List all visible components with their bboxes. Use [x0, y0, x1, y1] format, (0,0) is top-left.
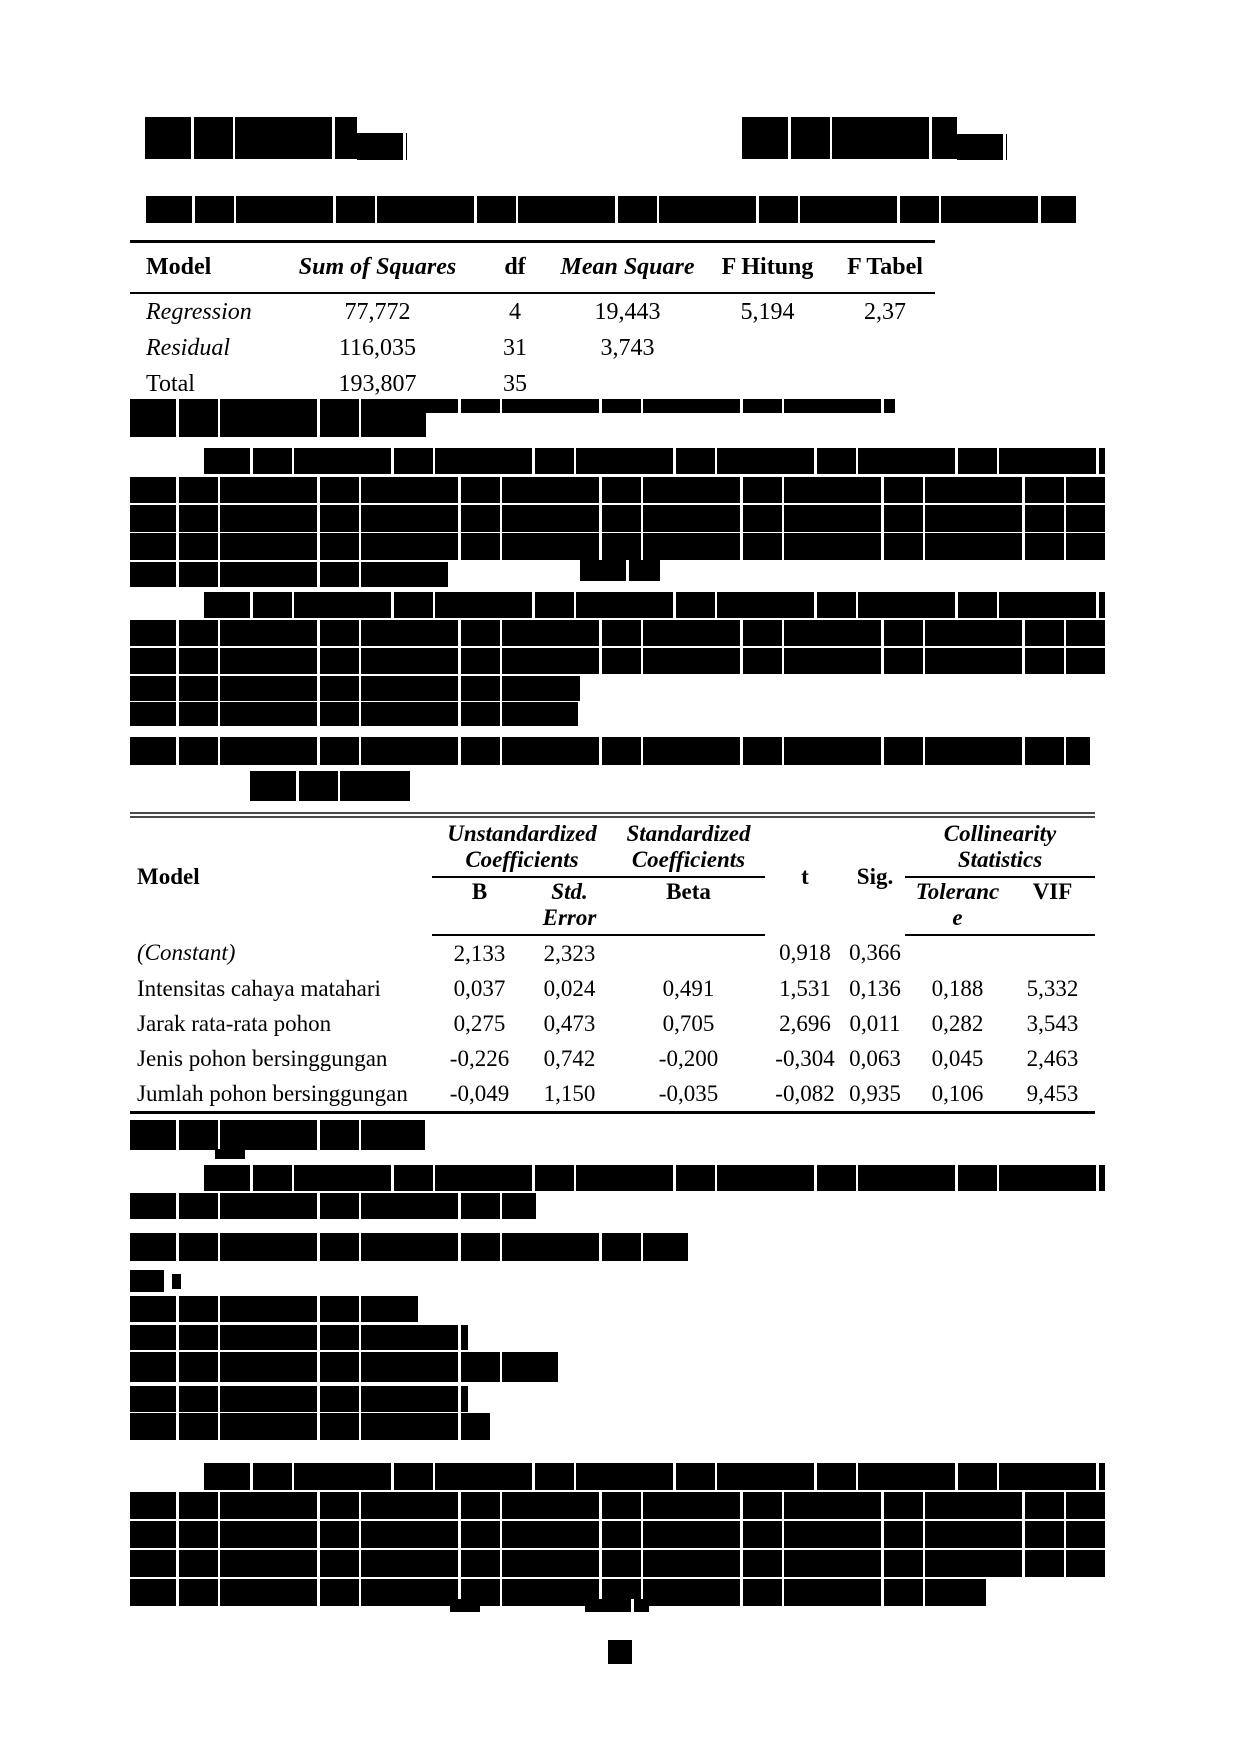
table-cell: -0,226	[449, 1045, 510, 1071]
coef-header-model: Model	[137, 863, 200, 889]
table-cell: 116,035	[338, 334, 417, 361]
table2-source-note-redacted	[130, 1120, 425, 1150]
table-cell: 0,275	[453, 1010, 506, 1036]
table-cell: 0,188	[931, 975, 984, 1001]
table-row	[130, 971, 1095, 1006]
table1-source-note-redacted	[130, 404, 426, 437]
anova-header-f-tabel: F Tabel	[835, 242, 935, 294]
journal-header-left-redacted-2	[357, 133, 407, 160]
paragraph3-line1-redacted	[204, 1463, 1105, 1490]
coef-subheader-tolerance-label: Toleranc e	[915, 879, 1000, 931]
coef-header-unstandardized: Unstandardized Coefficients	[432, 815, 612, 877]
table-cell: 1,531	[779, 975, 831, 1001]
table-cell: (Constant)	[137, 940, 236, 965]
table-cell: 0,935	[849, 1080, 901, 1106]
journal-header-right-redacted-2	[957, 134, 1007, 160]
table-row	[130, 330, 935, 366]
section-line1-redacted	[204, 1165, 1105, 1191]
anova-table-body	[130, 293, 935, 402]
table-cell: Residual	[146, 334, 230, 361]
table-cell: 5,194	[740, 298, 795, 325]
table-cell: 2,37	[864, 298, 906, 325]
table-cell: 35	[503, 370, 527, 397]
table-cell	[835, 330, 935, 366]
table-cell: 0,136	[849, 975, 901, 1001]
legend-line4-redacted	[130, 1386, 468, 1412]
table-cell	[612, 935, 765, 971]
table-cell: 0,011	[849, 1010, 901, 1036]
table-row	[130, 1041, 1095, 1076]
table-cell: Total	[146, 370, 195, 397]
paragraph2-line2-redacted	[130, 620, 1105, 646]
paragraph1-line1-redacted	[204, 448, 1105, 474]
coefficients-table	[130, 812, 1095, 1114]
table-cell: Intensitas cahaya matahari	[137, 975, 381, 1001]
table-cell	[555, 366, 700, 402]
anova-header-sum-of-squares: Sum of Squares	[280, 242, 475, 294]
table-cell	[1010, 935, 1095, 971]
legend-line3-redacted	[130, 1352, 558, 1382]
table-row	[130, 935, 1095, 971]
paragraph1-line5-redacted	[130, 562, 448, 587]
equation-symbol-fragment	[172, 1274, 181, 1289]
table-cell	[700, 366, 835, 402]
coefficients-table-body	[130, 935, 1095, 1113]
coef-header-standardized: Standardized Coefficients	[612, 815, 765, 877]
section-line2-redacted	[130, 1193, 536, 1219]
table2-source-note-fragment	[215, 1149, 245, 1159]
table-cell: -0,049	[449, 1080, 510, 1106]
page-number-redacted	[608, 1640, 632, 1664]
coef-header-sig: Sig.	[856, 863, 894, 889]
table-cell	[905, 935, 1010, 971]
paragraph1-line4-redacted	[130, 533, 1105, 560]
table-cell: 0,705	[662, 1010, 715, 1036]
table-row	[130, 1076, 1095, 1113]
table2-caption-line1-redacted	[130, 737, 1090, 765]
table-cell: -0,200	[658, 1045, 719, 1071]
table-cell: 2,696	[779, 1010, 831, 1036]
journal-header-right-redacted	[742, 117, 957, 159]
table-cell: 2,463	[1026, 1045, 1079, 1071]
table-cell: 0,045	[931, 1045, 984, 1071]
table-cell: 3,543	[1026, 1010, 1079, 1036]
paragraph2-line5-redacted	[130, 702, 578, 726]
table-cell: 4	[509, 298, 521, 325]
table-cell: 193,807	[338, 370, 417, 397]
anova-header-model: Model	[130, 242, 280, 294]
coef-subheader-vif: VIF	[1010, 877, 1095, 935]
anova-table	[130, 240, 935, 402]
anova-header-df: df	[475, 242, 555, 294]
table-cell: -0,082	[775, 1080, 835, 1106]
table-cell: 0,742	[543, 1045, 596, 1071]
table-cell: 0,491	[662, 975, 715, 1001]
table-cell: 1,150	[543, 1080, 596, 1106]
table-cell: 0,063	[849, 1045, 901, 1071]
table-cell: Jarak rata-rata pohon	[137, 1010, 332, 1036]
coef-subheader-tolerance	[905, 877, 1010, 935]
table-cell: 0,473	[543, 1010, 596, 1036]
paragraph3-descender-fragment-1	[450, 1599, 480, 1612]
paragraph3-descender-fragment-2	[585, 1599, 649, 1612]
table-cell: -0,304	[775, 1045, 835, 1071]
coef-subheader-beta: Beta	[612, 877, 765, 935]
table-cell: 2,133	[453, 940, 506, 966]
table-cell: 77,772	[344, 298, 411, 325]
paragraph2-line3-redacted	[130, 648, 1105, 674]
table-cell: 0,366	[849, 940, 901, 965]
legend-line5-redacted	[130, 1413, 490, 1440]
legend-line2-redacted	[130, 1325, 468, 1350]
equation-symbol-redacted	[130, 1270, 164, 1292]
paragraph3-line5-redacted	[130, 1579, 986, 1606]
coef-subheader-b: B	[432, 877, 527, 935]
journal-header-left-redacted	[145, 117, 357, 159]
table-cell: 0,918	[779, 940, 831, 965]
table-cell: 5,332	[1026, 975, 1079, 1001]
table1-caption-redacted	[146, 196, 1076, 223]
coef-subheader-std-error-label: Std. Error	[542, 879, 597, 931]
table-cell: 0,024	[543, 975, 596, 1001]
anova-header-f-hitung: F Hitung	[700, 242, 835, 294]
table2-caption-line2-redacted	[250, 771, 410, 801]
anova-table-header	[130, 242, 935, 294]
table-cell: 0,282	[931, 1010, 984, 1036]
coef-header-collinearity: Collinearity Statistics	[905, 815, 1095, 877]
table-cell: Jumlah pohon bersinggungan	[137, 1080, 408, 1106]
table-cell: 9,453	[1026, 1080, 1079, 1106]
table-cell: 2,323	[543, 940, 596, 966]
paragraph3-line2-redacted	[130, 1492, 1105, 1519]
table-row	[130, 293, 935, 330]
table-cell: Jenis pohon bersinggungan	[137, 1045, 388, 1071]
coef-header-t: t	[801, 863, 809, 889]
table-cell	[835, 366, 935, 402]
table-cell: 19,443	[594, 298, 661, 325]
paragraph2-line4-redacted	[130, 676, 580, 701]
coef-subheader-std-error	[527, 877, 612, 935]
paragraph1-line3-redacted	[130, 505, 1105, 532]
coefficients-table-header	[130, 815, 1095, 935]
table-cell: Regression	[146, 298, 252, 325]
table-cell: 31	[503, 334, 527, 361]
paragraph1-line2-redacted	[130, 477, 1105, 503]
table-row	[130, 366, 935, 402]
legend-line1-redacted	[130, 1296, 418, 1322]
table-cell: -0,035	[658, 1080, 719, 1106]
paragraph1-line5-fragment	[580, 560, 660, 581]
table-cell	[700, 330, 835, 366]
paragraph3-line3-redacted	[130, 1521, 1105, 1548]
paragraph3-line4-redacted	[130, 1550, 1105, 1577]
table-cell: 0,037	[453, 975, 506, 1001]
paragraph2-line1-redacted	[204, 592, 1105, 618]
equation-line-redacted	[130, 1233, 688, 1261]
anova-header-mean-square: Mean Square	[555, 242, 700, 294]
table-cell: 3,743	[600, 334, 655, 361]
table-row	[130, 1006, 1095, 1041]
table-cell: 0,106	[931, 1080, 984, 1106]
